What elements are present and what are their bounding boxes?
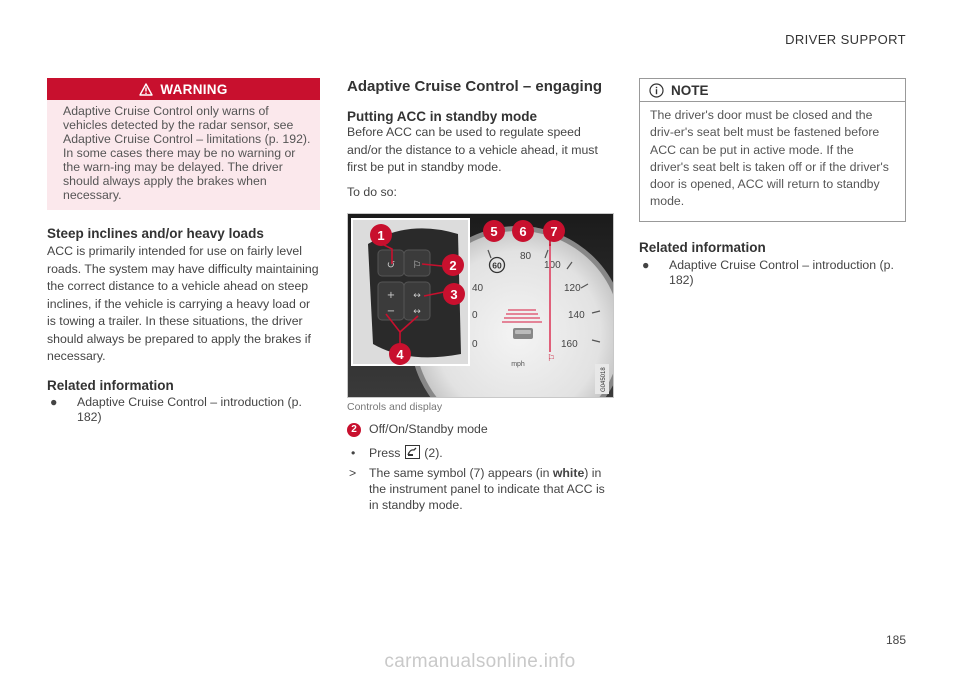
related-link-text: Adaptive Cruise Control – introduction (p. 182) [77,394,302,424]
svg-text:−: − [386,306,396,317]
figure-caption: Controls and display [347,401,443,413]
watermark: carmanualsonline.info [384,651,576,672]
controls-figure [347,213,614,398]
svg-text:1: 1 [377,228,385,243]
svg-text:⚐: ⚐ [412,260,422,271]
column-middle [347,78,615,513]
warning-triangle-icon [139,83,153,96]
speed-mark-40: 40 [472,283,484,294]
svg-text:↔: ↔ [413,291,421,301]
warning-box [47,78,320,210]
controls-illustration [348,214,613,397]
speed-mark-0: 0 [472,310,478,321]
column-right [639,78,906,288]
info-circle-icon [649,83,664,98]
note-text: The driver's door must be closed and the driv-er's seat belt must be fastened before ACC can be put in active mode. If the driver's seat belt is taken off or if the driver's door is opened, ACC will return to standby mode. [650,108,889,209]
warning-header [47,78,320,100]
step-number-badge: 2 [347,423,361,437]
related-link-text: Adaptive Cruise Control – introduction (p. 182) [669,257,894,287]
bullet-marker: ● [50,394,58,409]
result-marker: > [349,466,357,480]
svg-text:6: 6 [519,224,527,239]
related-info-title: Related information [47,377,174,393]
related-info-title-right: Related information [639,239,766,255]
note-box [639,78,906,222]
instruction-result [347,465,615,513]
speed-mark-140: 140 [568,310,585,321]
speed-mark-lower: 0 [472,339,478,350]
speed-mark-120: 120 [564,283,581,294]
set-speed-value: 60 [492,260,502,271]
instruction-press [347,445,615,461]
acc-standby-icon [405,445,420,459]
bullet-marker: • [351,446,356,460]
svg-text:7: 7 [550,224,558,239]
svg-text:5: 5 [490,224,498,239]
speed-mark-160: 160 [561,339,578,350]
note-header [640,79,905,102]
running-header: DRIVER SUPPORT [785,32,906,47]
standby-symbol-display: ⚐ [547,354,556,364]
press-text: Press (2). [369,446,443,460]
warning-title: WARNING [160,81,228,97]
step-heading [347,417,615,437]
svg-text:4: 4 [396,347,404,362]
unit-label: mph [511,361,525,368]
page-number: 185 [885,633,906,647]
step-title: Off/On/Standby mode [369,422,488,436]
intro-text: Before ACC can be used to regulate speed and/or the distance to a vehicle ahead, it must first be put in standby mode. [347,125,598,174]
warning-text: Adaptive Cruise Control only warns of vehicles detected by the radar sensor, see Adaptive Cruise Control – limitations (p. 192). In some cases there may be no warning or the warn-ing may be delayed. The driver should always apply the brakes when necessary. [63,104,311,202]
svg-text:3: 3 [450,287,458,302]
page-title: Adaptive Cruise Control – engaging [347,78,603,95]
figure-code: G045018 [601,367,607,392]
svg-text:↺: ↺ [386,260,396,271]
section-title-steep: Steep inclines and/or heavy loads [47,226,264,241]
note-title: NOTE [671,82,709,98]
bullet-marker: ● [642,257,650,272]
related-link-item-right[interactable] [639,258,906,288]
speed-mark-80: 80 [520,251,532,262]
todo-text: To do so: [347,184,397,199]
subsection-title: Putting ACC in standby mode [347,109,537,124]
result-text: The same symbol (7) appears (in white) in the instrument panel to indicate that ACC is in standby mode. [369,466,605,512]
related-link-item[interactable] [47,395,320,425]
speed-mark-100: 100 [544,260,561,271]
steep-text: ACC is primarily intended for use on fairly level roads. The system may have difficulty maintaining the correct distance to a vehicle ahead on steep inclines, if the vehicle is carrying a heavy load or is towing a trailer. In these situations, the driver should always be prepared to apply the brakes if necessary. [47,244,319,363]
svg-text:↔: ↔ [413,307,421,317]
svg-text:+: + [386,290,396,301]
svg-text:2: 2 [449,258,457,273]
column-left [47,78,320,425]
